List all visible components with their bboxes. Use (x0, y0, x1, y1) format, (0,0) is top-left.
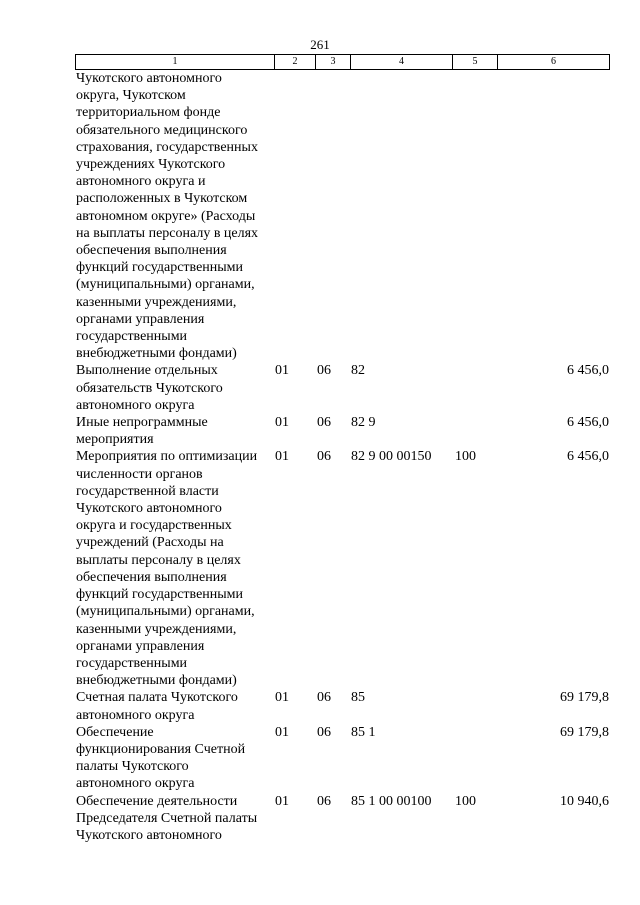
row-section (274, 70, 315, 362)
row-name: Обеспечение функционирования Счетной палаты Чукотского автономного округа (76, 724, 246, 792)
row-name: Выполнение отдельных обязательств Чукотского автономного округа (76, 363, 223, 413)
header-cell-4: 4 (351, 55, 453, 70)
row-subsection: 06 (317, 363, 331, 379)
row-expense-type (452, 414, 497, 448)
row-expense-type: 100 (455, 449, 476, 465)
row-target-article (350, 70, 452, 362)
row-amount: 69 179,8 (560, 724, 609, 740)
header-cell-6: 6 (498, 55, 610, 70)
row-target-article: 82 9 00 00150 (351, 449, 432, 465)
row-target-article: 85 1 (351, 724, 376, 740)
row-name: Чукотского автономного округа, Чукотском территориальном фонде обязательного медицинского страхования, государственных учреждениях Чукотского автономного округа и расположенных в Чукотском автономном округе» (Расходы на выплаты персоналу в целях обеспечения выполнения функций государственными (муниципальными) органами, казенными учреждениями, органами управления государственными внебюджетными фондами) (76, 71, 259, 362)
row-subsection: 06 (317, 724, 331, 740)
row-expense-type (452, 362, 497, 414)
row-section: 01 (275, 793, 289, 809)
row-amount: 6 456,0 (567, 449, 609, 465)
page-number: 261 (310, 37, 330, 52)
budget-table-body (75, 70, 609, 844)
row-expense-type (452, 724, 497, 793)
row-amount: 6 456,0 (567, 415, 609, 431)
row-section: 01 (275, 363, 289, 379)
row-section: 01 (275, 690, 289, 706)
row-target-article: 85 1 00 00100 (351, 793, 432, 809)
row-expense-type (452, 689, 497, 723)
row-name: Иные непрограммные мероприятия (76, 415, 208, 448)
row-target-article: 85 (351, 690, 365, 706)
row-amount (497, 70, 609, 362)
table-row (75, 448, 609, 689)
row-amount: 10 940,6 (560, 793, 609, 809)
header-cell-2: 2 (275, 55, 316, 70)
table-row (75, 70, 609, 362)
row-subsection: 06 (317, 449, 331, 465)
row-section: 01 (275, 724, 289, 740)
table-row (75, 793, 609, 845)
row-name: Обеспечение деятельности Председателя Счетной палаты Чукотского автономного (76, 793, 258, 843)
row-subsection (315, 70, 350, 362)
row-section: 01 (275, 415, 289, 431)
header-cell-3: 3 (316, 55, 351, 70)
table-row (75, 689, 609, 723)
row-target-article: 82 9 (351, 415, 376, 431)
row-amount: 69 179,8 (560, 690, 609, 706)
header-cell-1: 1 (76, 55, 275, 70)
row-section: 01 (275, 449, 289, 465)
row-expense-type: 100 (455, 793, 476, 809)
row-subsection: 06 (317, 793, 331, 809)
header-row (76, 55, 610, 70)
row-amount: 6 456,0 (567, 363, 609, 379)
column-number-header (75, 54, 610, 70)
table-row (75, 724, 609, 793)
table-row (75, 414, 609, 448)
row-name: Мероприятия по оптимизации численности органов государственной власти Чукотского автономного округа и государственных учреждений (Расходы на выплаты персоналу в целях обеспечения выполнения функций государственными (муниципальными) органами, казенными учреждениями, органами управления государственными внебюджетными фондами) (76, 449, 258, 689)
table-row (75, 362, 609, 414)
header-cell-5: 5 (453, 55, 498, 70)
row-expense-type (452, 70, 497, 362)
row-subsection: 06 (317, 415, 331, 431)
row-name: Счетная палата Чукотского автономного округа (76, 690, 238, 723)
row-target-article: 82 (351, 363, 365, 379)
row-subsection: 06 (317, 690, 331, 706)
